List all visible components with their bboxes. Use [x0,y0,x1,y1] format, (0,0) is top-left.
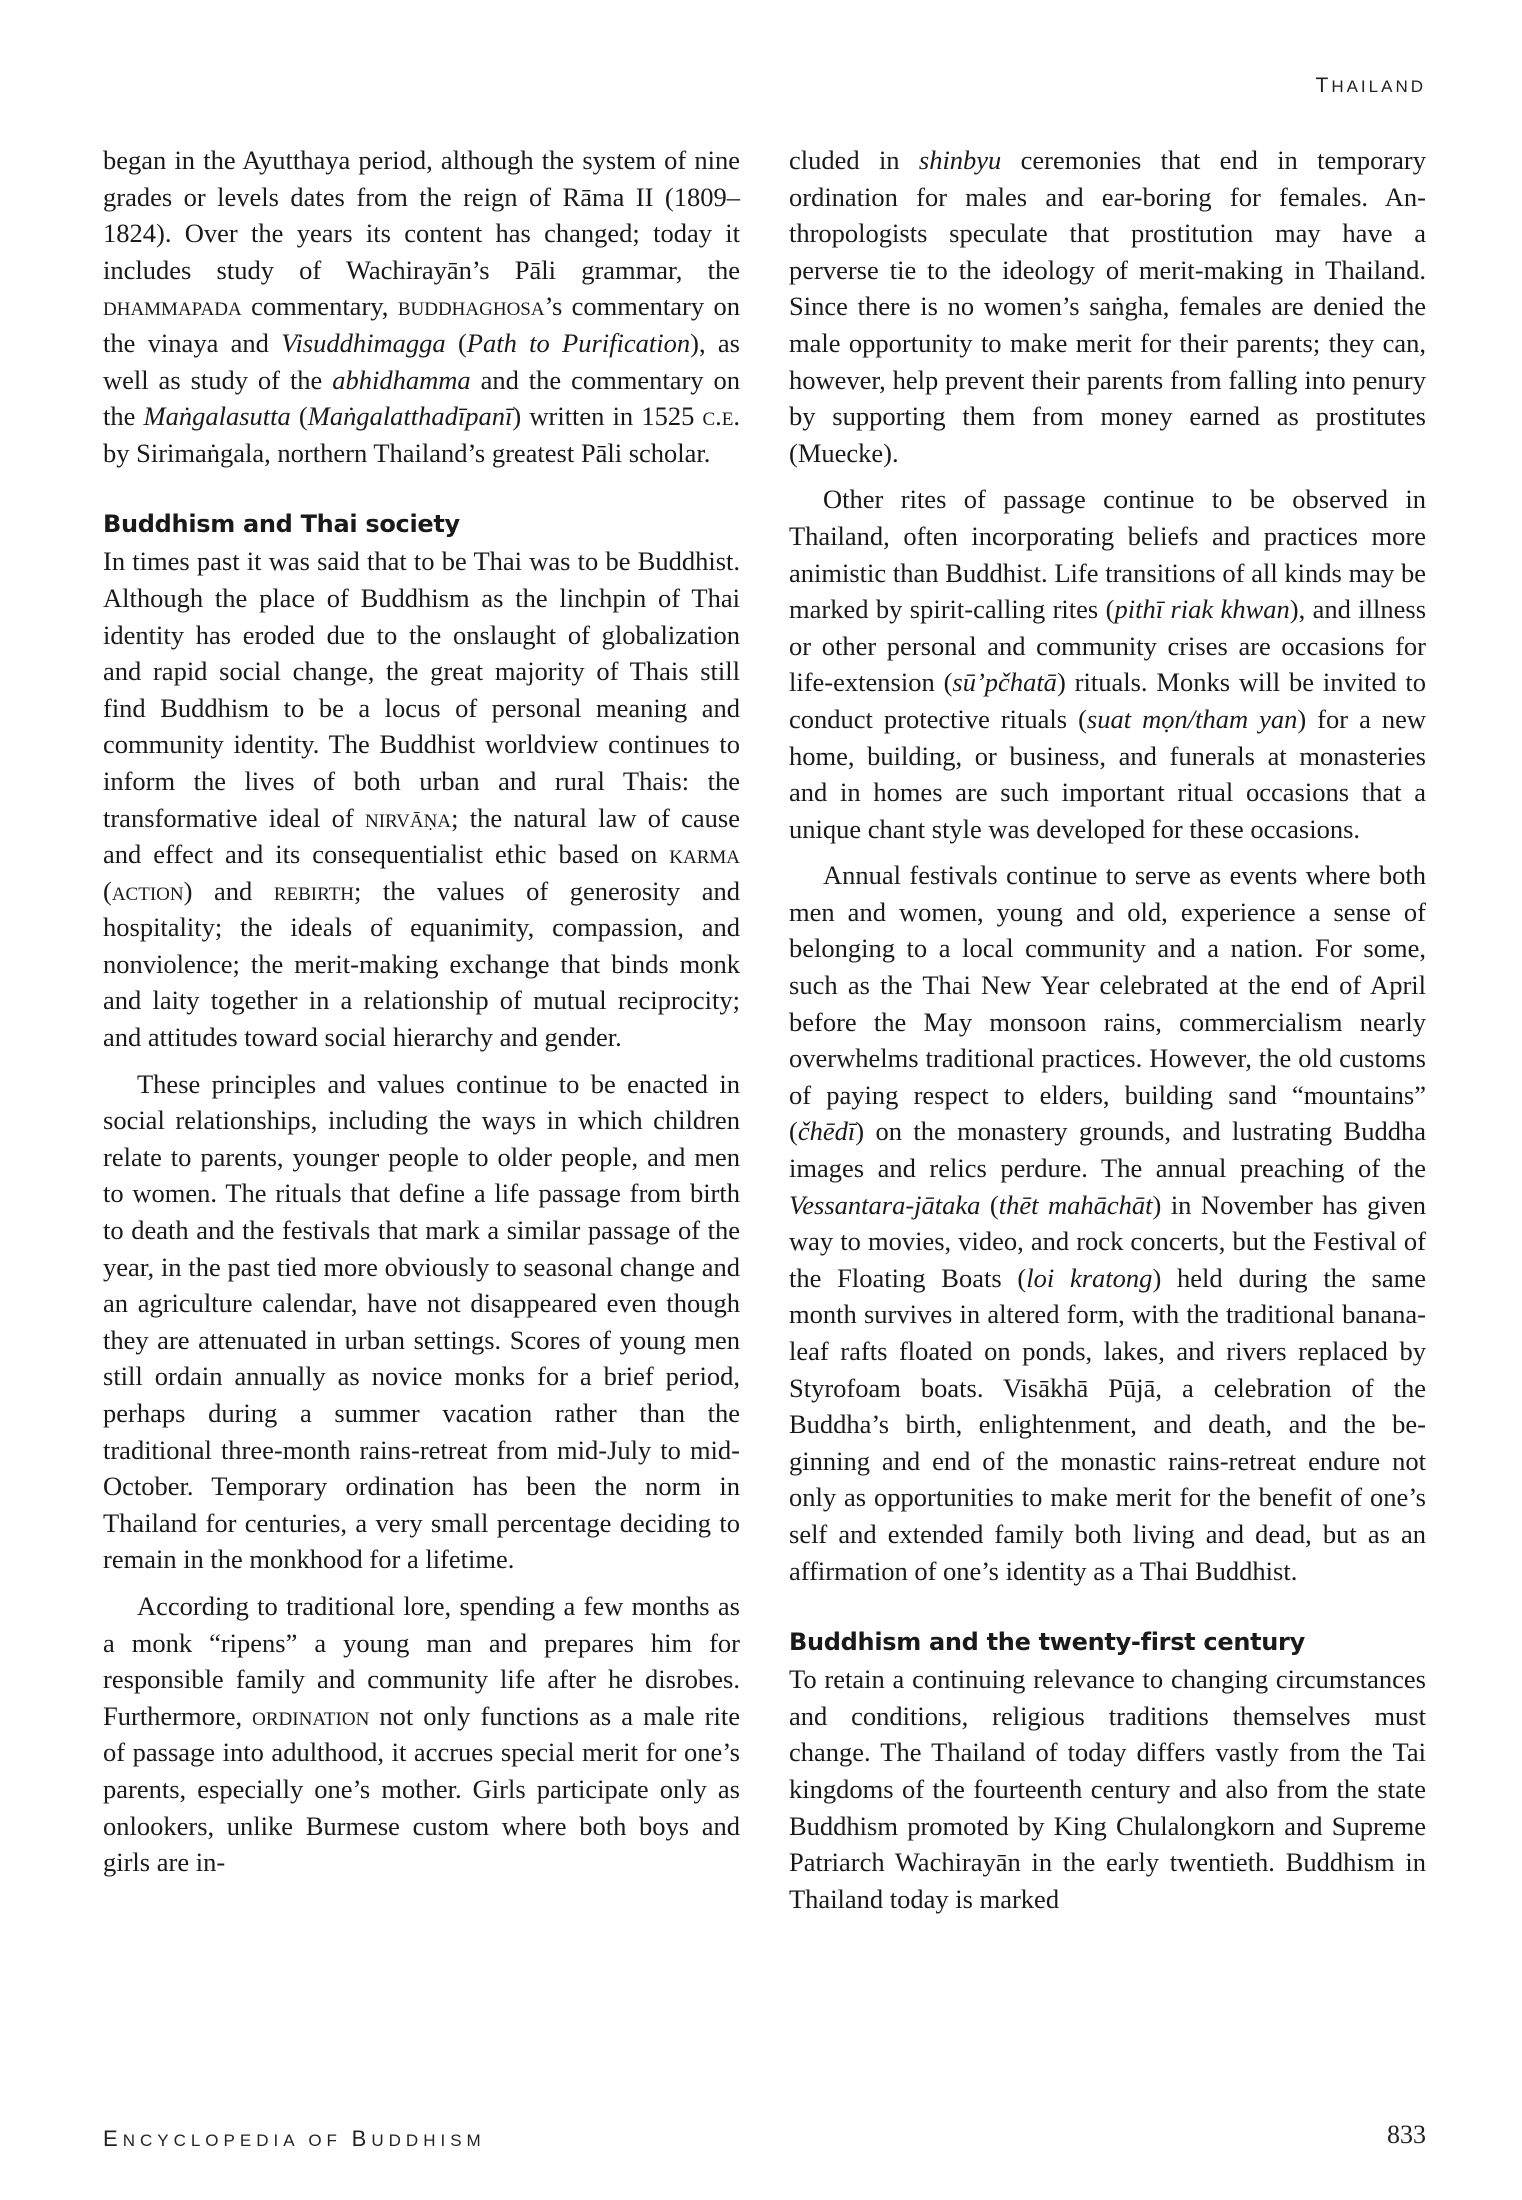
section-heading: Buddhism and Thai society [103,510,460,539]
paragraph [789,857,1426,1589]
paragraph [103,1588,740,1881]
footer-title-initial: E [103,2126,123,2151]
text-run: ) rituals. Monks will be invited to conduct protective rituals ( [789,667,1427,734]
paragraph [789,481,1426,847]
text-run: ( [445,327,467,358]
text-run: ), as well as study of the [103,327,740,395]
cross-reference-link[interactable]: dhammapada [103,291,242,322]
italic-term: pithī riak khwan [1114,594,1290,625]
italic-term: sū’pčhatā [952,667,1057,698]
text-run: ) written in 1525 [512,401,703,432]
text-run: ), and illness or other personal and community crises are occasions for life-extension ( [789,594,1427,698]
running-head-initial: T [1315,74,1332,97]
cross-reference-link[interactable]: rebirth [273,875,354,906]
italic-term: Path to Purification [466,327,691,358]
cross-reference-link[interactable]: karma (action) [103,839,740,906]
cross-reference-link[interactable]: ordination [252,1700,370,1731]
paragraph [103,142,740,471]
running-head-rest: HAILAND [1331,77,1426,96]
paragraph: To retain a continuing relevance to changing circumstances and conditions, religious traditions themselves must change. The Thailand of today differs vastly from the Tai kingdoms of the fourteenth century and also from the state Buddhism promoted by King Chulalongkorn and Supreme Patriarch Wachirayān in the early twentieth. Buddhism in Thailand today is marked [789,1664,1426,1914]
text-run: began in the Ayutthaya period, although the system of nine grades or levels dates from the reign of Rāma II (1809–1824). Over the years its content has changed; today it includes study of Wachirayān’s Pāli grammar, the [103,145,740,285]
text-run: cluded in [789,145,919,175]
italic-term: Visuddhimagga [281,327,446,358]
paragraph: These principles and values continue to be enacted in social relationships, including the ways in which children relate to parents, younger people to older people, and men to women. The rituals that define a life passage from birth to death and the festivals that mark a similar passage of the year, in the past tied more obviously to seasonal change and an agriculture calendar, have not disappeared even though they are attenuated in urban settings. Scores of young men still ordain annually as novice monks for a brief period, perhaps during a summer vacation rather than the traditional three-month rains-retreat from mid-July to mid-October. Temporary ordination has been the norm in Thailand for centuries, a very small percentage deciding to remain in the monkhood for a lifetime. [103,1068,740,1575]
italic-term: abhidhamma [332,364,471,395]
text-run: ( [290,401,308,432]
footer-title-initial: B [351,2126,372,2151]
text-run: not only functions as a male rite of passage into adulthood, it accrues special merit for one’s parents, especially one’s mother. Girls participate only as onlookers, unlike Burmese custom where both boys and girls are in- [103,1700,740,1878]
page-number: 833 [1387,2120,1426,2149]
text-run: ( [980,1189,999,1220]
text-run: Annual festivals continue to serve as events where both men and women, young and old, experience a sense of belonging to a local community and a nation. For some, such as the Thai New Year celebrated at the end of April before the May monsoon rains, commercialism nearly overwhelms traditional practices. However, the old customs of paying respect to elders, building sand “mountains” ( [789,860,1426,1147]
text-run: commentary, [241,291,398,322]
text-run: by Sirimaṅgala, northern Thailand’s greatest Pāli scholar. [103,437,711,468]
right-column [789,142,1426,1917]
italic-term: Maṅgalasutta [143,401,291,432]
italic-term: shinbyu [918,145,1002,175]
text-run: ; the natural law of cause and effect and its consequentialist ethic based on [103,802,740,870]
text-run: ) held during the same month survives in altered form, with the traditional banana-leaf rafts floated on ponds, lakes, and rivers replaced by Styrofoam boats. Visākhā Pūjā, a celebration of the Buddha’s birth, enlightenment, and death, and the beginning and end of the monastic rains-retreat endure not only as opportunities to make merit for the benefit of one’s self and extended family both living and dead, but as an affirmation of one’s identity as a Thai Buddhist. [789,1262,1426,1586]
text-run: ) for a new home, building, or business, and funerals at monasteries and in homes are such important ritual occasions that a unique chant style was developed for these occasions. [789,703,1427,844]
text-run: ceremonies that end in temporary ordination for males and ear-boring for females. Anthropologists speculate that prostitution may have a perverse tie to the ideology of merit-making in Thailand. Since there is no women’s saṅgha, females are denied the male opportunity to make merit for their parents; they can, however, help prevent their parents from falling into penury by supporting them from money earned as prostitutes (Muecke). [789,145,1427,468]
italic-term: Maṅgalatthadīpanī [307,401,513,432]
paragraph [789,142,1426,471]
text-run: and [192,875,274,906]
text-run: and the commentary on the [103,364,740,432]
era-abbreviation: c.e. [702,401,741,432]
text-run: ; the values of generosity and hospitality; the ideals of equanimity, compassion, and nonviolence; the merit-making exchange that binds monk and laity together in a relationship of mutual reciprocity; and attitudes toward social hierarchy and gender. [103,875,740,1053]
left-column [103,142,740,1881]
text-run: ’s commentary on the vinaya and [103,291,741,358]
section-heading: Buddhism and the twenty-first century [789,1628,1305,1657]
text-run: ) in November has given way to movies, video, and rock concerts, but the Festival of the Floating Boats ( [789,1189,1427,1293]
cross-reference-link[interactable]: buddhaghosa [397,291,545,322]
running-head [1315,74,1426,98]
footer-book-title [103,2126,486,2152]
text-run: Other rites of passage continue to be observed in Thailand, often incorporating beliefs and practices more animistic than Buddhist. Life transitions of all kinds may be marked by spirit-calling rites ( [789,484,1426,625]
italic-term: suat mọn/tham yan [1086,703,1298,734]
footer-title-text: UDDHISM [371,2131,486,2150]
italic-term: čhēdī [797,1116,856,1147]
cross-reference-link[interactable]: nirvāṇa [364,802,452,833]
italic-term: Vessantara-jātaka [789,1189,981,1220]
paragraph [103,543,740,1055]
text-run: In times past it was said that to be Thai was to be Buddhist. Although the place of Buddhism as the linchpin of Thai identity has eroded due to the onslaught of globalization and rapid social change, the great majority of Thais still find Buddhism to be a locus of personal meaning and community identity. The Buddhist worldview continues to inform the lives of both urban and rural Thais: the transformative ideal of [103,546,740,833]
footer-title-text: NCYCLOPEDIA OF [122,2131,352,2150]
text-run: ) on the monastery grounds, and lustrating Buddha images and relics perdure. The annual preaching of the [789,1116,1426,1184]
italic-term: thēt mahāchāt [998,1189,1153,1220]
text-run: According to traditional lore, spending a few months as a monk “ripens” a young man and prepares him for responsible family and community life after he disrobes. Furthermore, [103,1590,740,1731]
italic-term: loi kratong [1026,1262,1153,1293]
